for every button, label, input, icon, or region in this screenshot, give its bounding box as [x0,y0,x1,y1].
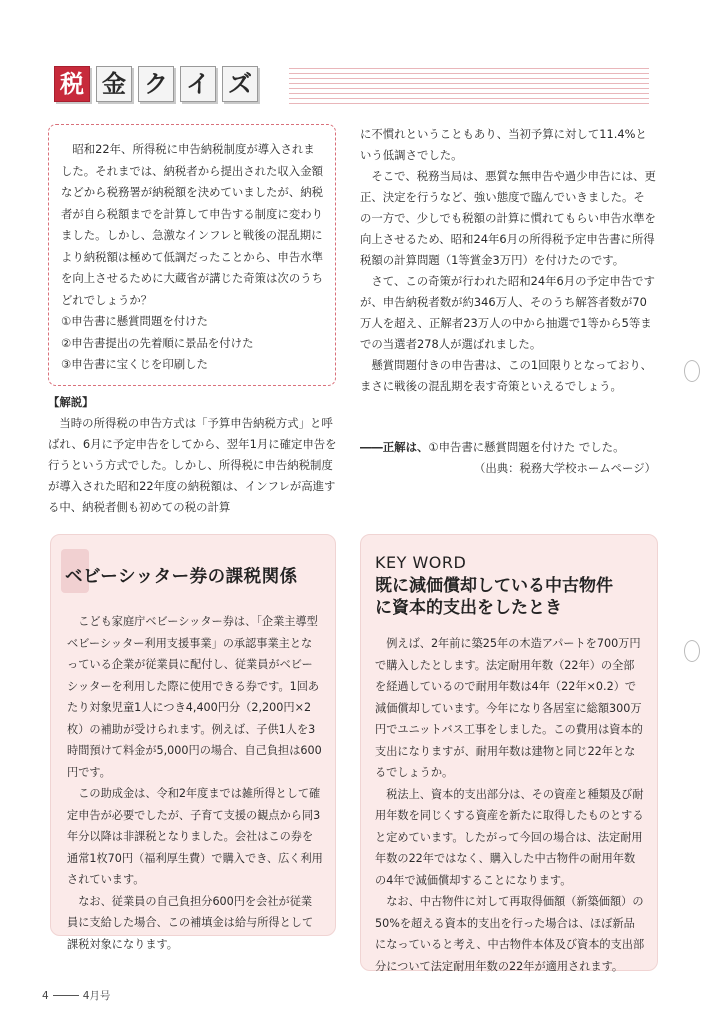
title-char-tile: ズ [222,66,258,102]
keyword-label: KEY WORD [375,553,467,572]
keyword-article-box [360,534,658,971]
source-citation: （出典：税務大学校ホームページ） [473,461,656,475]
article-body [375,633,645,977]
article-paragraph: なお、従業員の自己負担分600円を会社が従業員に支給した場合、この補填金は給与所得として課税対象になります。 [67,894,314,951]
title-char-tile: ク [138,66,174,102]
explanation-right-column [360,124,656,479]
quiz-option: ③申告書に宝くじを印刷した [61,357,208,371]
title-char-tile: 金 [96,66,132,102]
article-paragraph: こども家庭庁ベビーシッター券は、「企業主導型ベビーシッター利用支援事業」の承認事業主となっている企業が従業員に配付し、従業員がベビーシッターを利用した際に使用できる券です。1回あたり対象児童1人につき4,400円分（2,200円×2枚）の補助が受けられます。例えば、子供1人を3時間預けて料金が5,000円の場合、自己負担は600円です。 [67,615,322,779]
article-paragraph: 例えば、2年前に築25年の木造アパートを700万円で購入したとします。法定耐用年数（22年）の全部を経過しているので耐用年数は4年（22年×0.2）で減価償却しています。今年になり各居室に総額300万円でユニットバス工事をしました。この費用は資本的支出になりますが、耐用年数は建物と同じ22年となるでしょうか。 [375,637,643,779]
section-header [54,66,654,106]
section-title-tiles [54,66,258,102]
quiz-answer [360,437,656,458]
explanation-paragraph: そこで、税務当局は、悪質な無申告や過少申告には、更正、決定を行うなど、強い態度で臨んでいきました。その一方で、少しでも税額の計算に慣れてもらい申告水準を向上させるため、昭和24年6月の所得税予定申告書に所得税額の計算問題（1等賞金3万円）を付けたのです。 [360,169,656,267]
answer-prefix: ――正解は、 [360,440,429,454]
article-title [375,575,645,619]
article-title-line: 既に減価償却している中古物件 [375,576,613,596]
explanation-heading: 【解説】 [48,395,94,409]
article-title: ベビーシッター券の課税関係 [65,567,298,587]
explanation-paragraph: に不慣れということもあり、当初予算に対して11.4%という低調さでした。 [360,127,647,162]
article-paragraph: なお、中古物件に対して再取得価額（新築価額）の50%を超える資本的支出を行った場合は、ほぼ新品になっていると考え、中古物件本体及び資本的支出部分について法定耐用年数の22年が適用されます。 [375,895,645,973]
explanation-paragraph: 懸賞問題付きの申告書は、この1回限りとなっており、まさに戦後の混乱期を表す奇策といえるでしょう。 [360,358,653,393]
quiz-question-box [48,124,336,386]
answer-text: ①申告書に懸賞問題を付けた [428,440,576,454]
page-footer [42,988,110,1003]
binder-hole [684,640,700,662]
quiz-question-text: 昭和22年、所得税に申告納税制度が導入されました。それまでは、納税者から提出された収入金額などから税務署が納税額を決めていましたが、納税者が自ら税額までを計算して申告する制度に変わりました。しかし、急激なインフレと戦後の混乱期により納税額は極めて低調だったことから、申告水準を向上させるために大蔵省が講じた奇策は次のうちどれでしょうか？ [61,142,323,307]
binder-hole [684,360,700,382]
page-number: 4 [42,989,49,1002]
title-char-tile: 税 [54,66,90,102]
quiz-option: ②申告書提出の先着順に景品を付けた [61,335,254,350]
explanation-left-column [48,392,338,518]
title-char-tile: イ [180,66,216,102]
footer-divider [53,995,79,996]
explanation-paragraph: さて、この奇策が行われた昭和24年6月の予定申告ですが、申告納税者数が約346万人、そのうち解答者数が70万人を超え、正解者23万人の中から抽選で1等から5等までの当選者278人が選ばれました。 [360,274,655,351]
article-title-line: に資本的支出をしたとき [375,598,562,618]
quiz-option: ①申告書に懸賞問題を付けた [61,314,208,328]
article-paragraph: 税法上、資本的支出部分は、その資産と種類及び耐用年数を同じくする資産を新たに取得したものとすると定めています。したがって今回の場合は、法定耐用年数の22年ではなく、購入した中古物件の耐用年数の4年で減価償却することになります。 [375,787,644,887]
article-paragraph: この助成金は、令和2年度までは雑所得として確定申告が必要でしたが、子育て支援の観点から同3年分以降は非課税となりました。会社はこの券を通常1枚70円（福利厚生費）で購入でき、広く利用されています。 [67,787,323,886]
babysitter-article-box [50,534,336,951]
answer-suffix: でした。 [578,440,625,454]
article-body [67,611,323,955]
explanation-paragraph: 当時の所得税の申告方式は「予算申告納税方式」と呼ばれ、6月に予定申告をしてから、翌年1月に確定申告を行うという方式でした。しかし、所得税に申告納税制度が導入された昭和22年度の納税額は、インフレが高進する中、納税者側も初めての税の計算 [48,416,337,514]
header-decorative-lines [289,68,649,104]
issue-label: 4月号 [82,990,111,1002]
